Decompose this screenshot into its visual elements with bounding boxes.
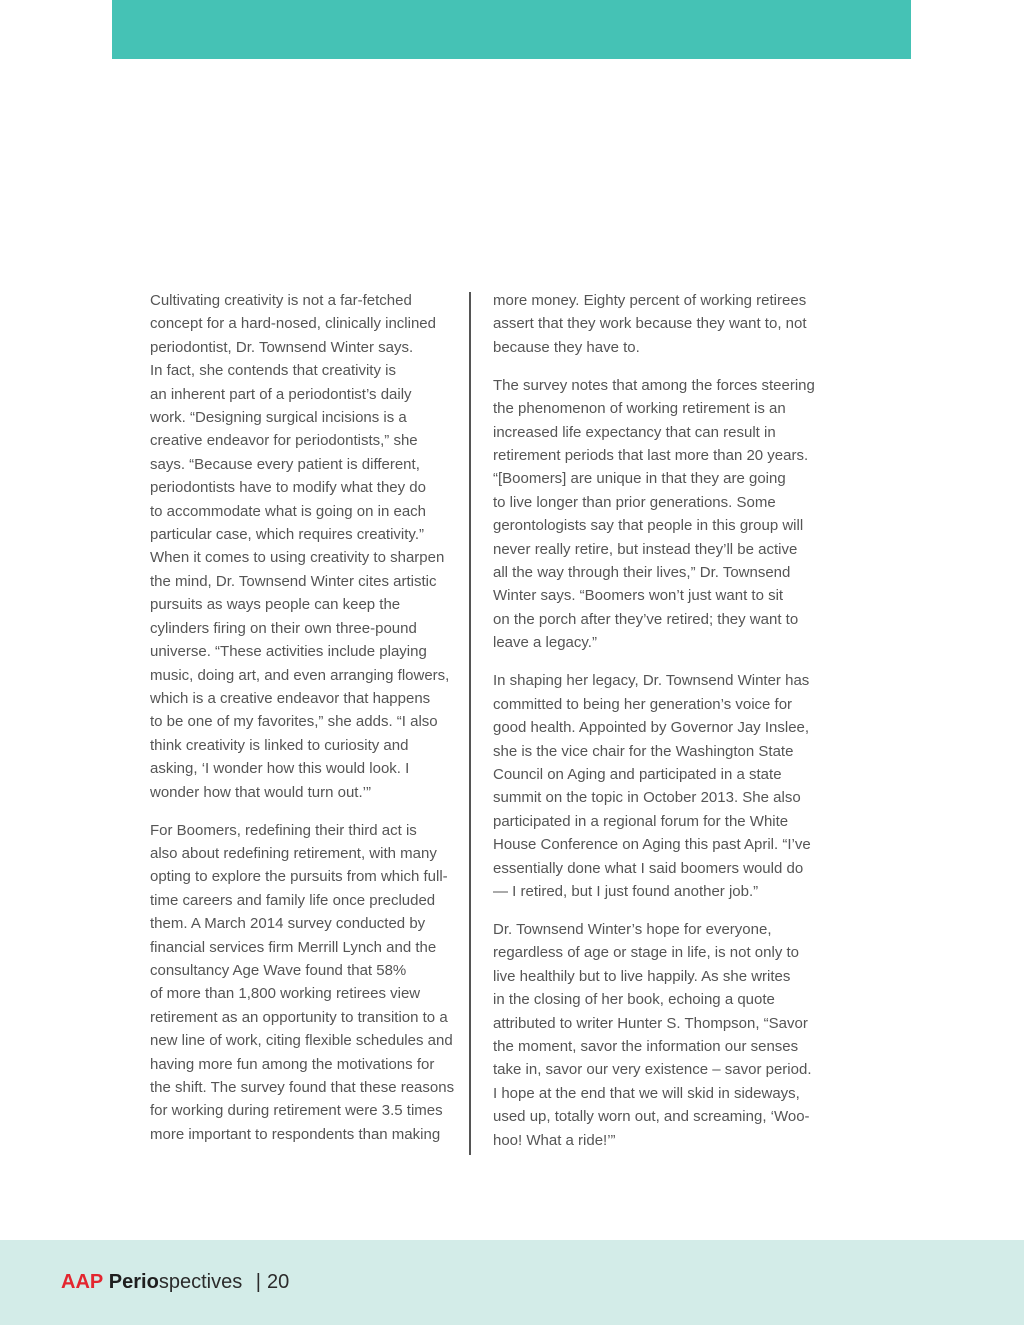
text-line: to accommodate what is going on in each <box>150 502 426 520</box>
text-line: an inherent part of a periodontist’s daily <box>150 385 412 403</box>
text-line: which is a creative endeavor that happens <box>150 689 431 707</box>
publication-brand <box>61 1271 289 1294</box>
text-line: consultancy Age Wave found that 58% <box>150 961 407 979</box>
text-line: the moment, savor the information our senses <box>493 1037 799 1055</box>
text-line: When it comes to using creativity to sharpen <box>150 549 445 567</box>
text-line: take in, savor our very existence – savor period. <box>493 1061 812 1079</box>
text-line: new line of work, citing flexible schedules and <box>150 1032 453 1050</box>
text-line: never really retire, but instead they’ll be active <box>493 540 798 558</box>
text-line: wonder how that would turn out.’” <box>150 783 371 801</box>
header-color-band <box>112 0 911 59</box>
text-line: participated in a regional forum for the White <box>493 812 789 830</box>
paragraph <box>150 289 456 804</box>
text-line: periodontist, Dr. Townsend Winter says. <box>150 338 414 356</box>
text-line: on the porch after they’ve retired; they want to <box>493 610 799 628</box>
left-text-column <box>150 289 456 1161</box>
text-line: committed to being her generation’s voice for <box>493 695 793 713</box>
text-line: to live longer than prior generations. Some <box>493 493 776 511</box>
text-line: also about redefining retirement, with many <box>150 844 437 862</box>
text-line: more money. Eighty percent of working retirees <box>493 292 807 309</box>
text-line: The survey notes that among the forces steering <box>493 376 815 394</box>
text-line: because they have to. <box>493 338 640 356</box>
text-line: For Boomers, redefining their third act is <box>150 821 417 839</box>
text-line: In shaping her legacy, Dr. Townsend Winter has <box>493 672 810 690</box>
text-line: gerontologists say that people in this group will <box>493 517 804 535</box>
brand-separator: | <box>255 1271 261 1293</box>
text-line: pursuits as ways people can keep the <box>150 596 401 614</box>
text-line: all the way through their lives,” Dr. Townsend <box>493 564 791 582</box>
text-line: summit on the topic in October 2013. She also <box>493 789 801 807</box>
text-line: the phenomenon of working retirement is an <box>493 400 786 418</box>
text-line: Council on Aging and participated in a state <box>493 765 782 783</box>
text-line: concept for a hard-nosed, clinically inclined <box>150 315 436 333</box>
text-line: asking, ‘I wonder how this would look. I <box>150 760 410 778</box>
text-line: says. “Because every patient is different, <box>150 455 420 473</box>
brand-perio: Perio <box>108 1271 159 1293</box>
text-line: time careers and family life once precluded <box>150 891 436 909</box>
text-line: the shift. The survey found that these reasons <box>150 1079 455 1096</box>
text-line: attributed to writer Hunter S. Thompson, “Savor <box>493 1014 808 1032</box>
text-line: In fact, she contends that creativity is <box>150 362 396 380</box>
paragraph <box>493 289 815 359</box>
paragraph <box>493 918 815 1152</box>
text-line: think creativity is linked to curiosity and <box>150 736 409 754</box>
brand-aap: AAP <box>61 1271 104 1293</box>
text-line: good health. Appointed by Governor Jay Inslee, <box>493 719 810 737</box>
text-line: to be one of my favorites,” she adds. “I also <box>150 713 438 731</box>
text-line: periodontists have to modify what they do <box>150 479 426 497</box>
text-line: live healthily but to live happily. As she writes <box>493 967 791 985</box>
text-line: work. “Designing surgical incisions is a <box>150 409 407 427</box>
paragraph <box>150 819 456 1147</box>
text-line: I hope at the end that we will skid in sideways, <box>493 1084 800 1102</box>
text-line: hoo! What a ride!’” <box>493 1131 616 1149</box>
paragraph <box>493 669 815 903</box>
text-line: them. A March 2014 survey conducted by <box>150 915 426 933</box>
text-line: retirement as an opportunity to transition to a <box>150 1008 448 1026</box>
text-line: for working during retirement were 3.5 times <box>150 1102 443 1120</box>
text-line: particular case, which requires creativity.” <box>150 526 424 544</box>
text-line: creative endeavor for periodontists,” she <box>150 432 418 450</box>
text-line: Cultivating creativity is not a far-fetched <box>150 292 412 309</box>
text-line: regardless of age or stage in life, is not only to <box>493 944 800 962</box>
text-line: of more than 1,800 working retirees view <box>150 985 421 1003</box>
text-line: having more fun among the motivations for <box>150 1055 435 1073</box>
page-number: 20 <box>266 1271 290 1293</box>
text-line: leave a legacy.” <box>493 634 597 652</box>
text-line: in the closing of her book, echoing a quote <box>493 991 775 1009</box>
text-line: — I retired, but I just found another job.” <box>493 882 759 900</box>
text-line: House Conference on Aging this past April. “I’ve <box>493 836 811 854</box>
text-line: music, doing art, and even arranging flowers, <box>150 666 450 684</box>
text-line: cylinders firing on their own three-pound <box>150 619 417 637</box>
text-line: more important to respondents than making <box>150 1125 441 1143</box>
text-line: used up, totally worn out, and screaming, ‘Woo- <box>493 1108 810 1126</box>
text-line: essentially done what I said boomers would do <box>493 859 804 877</box>
text-line: Winter says. “Boomers won’t just want to sit <box>493 587 784 605</box>
text-line: increased life expectancy that can result in <box>493 423 776 441</box>
text-line: universe. “These activities include playing <box>150 643 427 661</box>
text-line: “[Boomers] are unique in that they are going <box>493 470 786 488</box>
column-divider <box>469 292 471 1155</box>
right-text-column <box>493 289 815 1167</box>
text-line: the mind, Dr. Townsend Winter cites artistic <box>150 572 437 590</box>
text-line: opting to explore the pursuits from which full- <box>150 868 448 886</box>
text-line: financial services firm Merrill Lynch and the <box>150 938 437 956</box>
text-line: Dr. Townsend Winter’s hope for everyone, <box>493 920 772 938</box>
text-line: retirement periods that last more than 20 years. <box>493 447 809 465</box>
text-line: she is the vice chair for the Washington State <box>493 742 794 760</box>
brand-spectives: spectives <box>158 1271 243 1293</box>
text-line: assert that they work because they want to, not <box>493 315 807 333</box>
paragraph <box>493 374 815 655</box>
